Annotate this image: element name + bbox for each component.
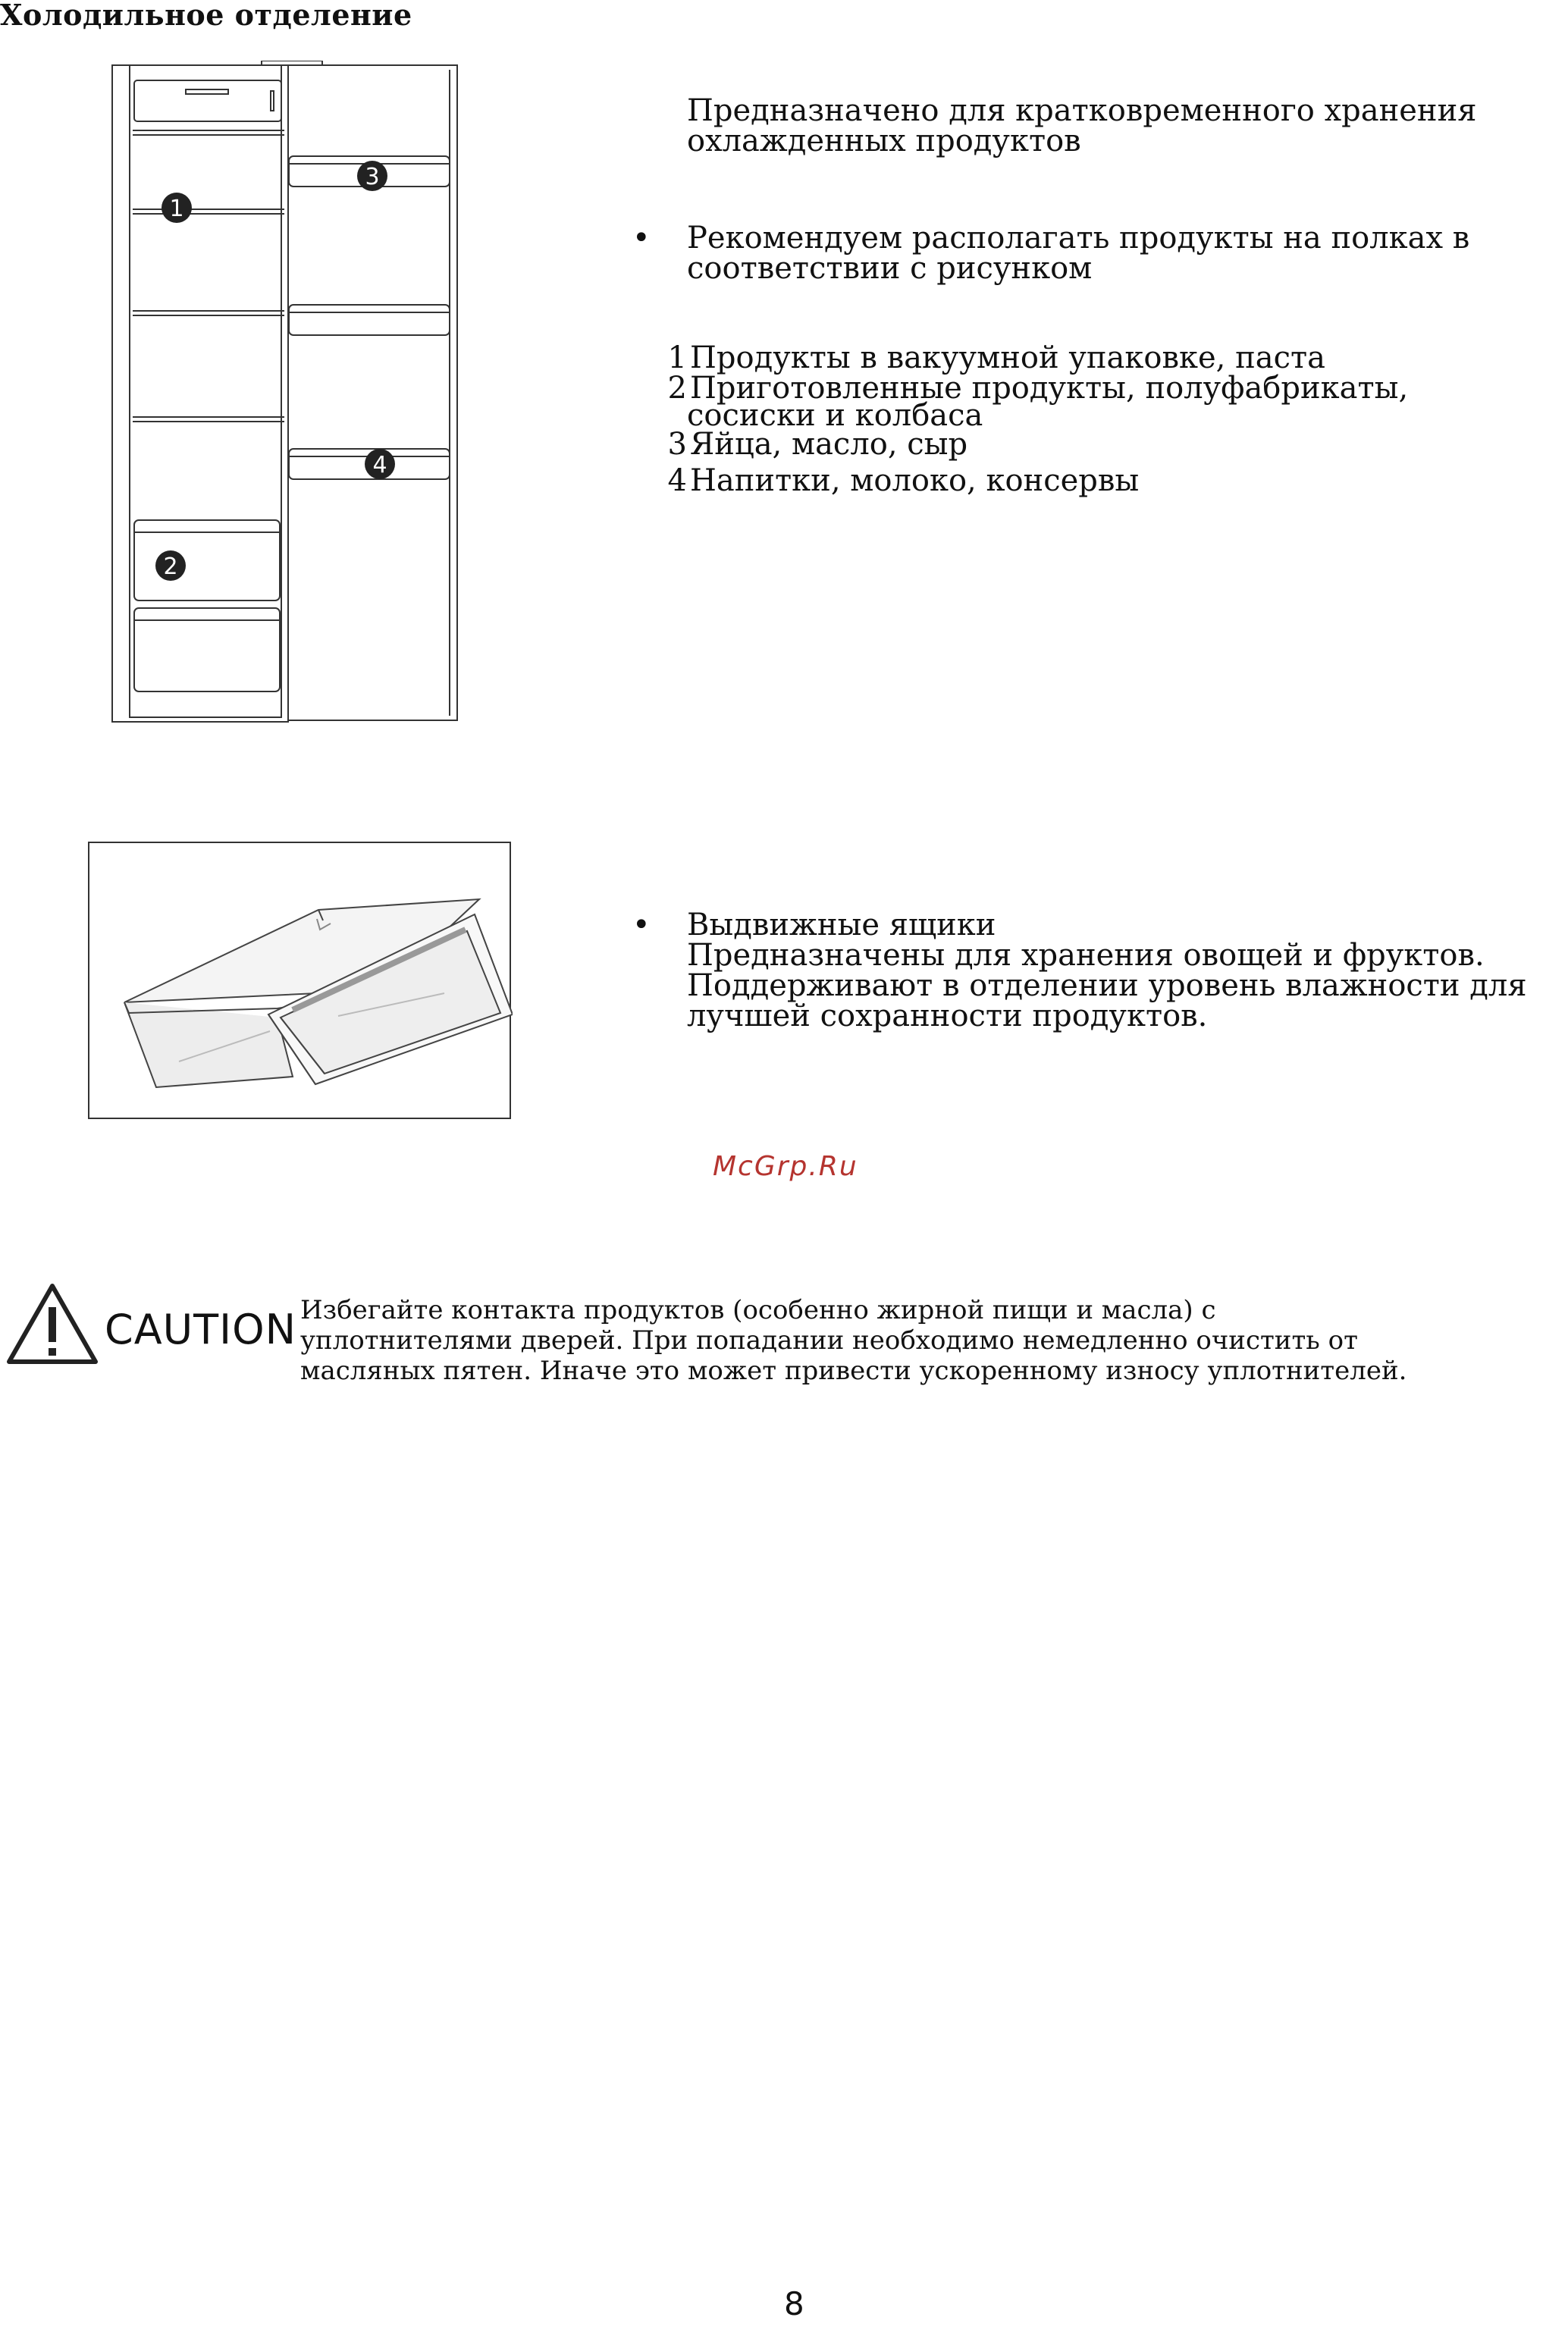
legend-item-1: 1 Продукты в вакуумной упаковке, паста <box>667 340 1325 375</box>
recommendation-text: Рекомендуем располагать продукты на полках в соответствии с рисунком <box>687 221 1470 286</box>
legend-item-3: 3 Яйца, масло, сыр <box>667 427 968 462</box>
drawers-bullet: • <box>632 908 651 942</box>
fridge-diagram <box>110 61 466 728</box>
marker-3-label: 3 <box>365 164 380 190</box>
warning-triangle-icon <box>5 1281 100 1366</box>
legend-list <box>658 340 1409 498</box>
page-number: 8 <box>784 2285 804 2322</box>
drawers-title: Выдвижные ящики <box>687 908 996 942</box>
caution-label: CAUTION <box>105 1306 296 1353</box>
marker-2-label: 2 <box>163 553 178 580</box>
control-panel <box>134 80 281 121</box>
page-title: Холодильное отделение <box>0 0 412 32</box>
watermark: McGrp.Ru <box>713 1151 858 1182</box>
intro-text: Предназначено для кратковременного хранения охлажденных продуктов <box>687 93 1477 158</box>
marker-4-label: 4 <box>372 452 387 478</box>
legend-item-2: 2 Приготовленные продукты, полуфабрикаты, <box>667 371 1409 406</box>
drawer-illustration <box>88 842 513 1119</box>
legend-item-4: 4 Напитки, молоко, консервы <box>667 463 1140 498</box>
marker-1-label: 1 <box>169 196 184 222</box>
legend-item-2-continued: сосиски и колбаса <box>687 398 983 433</box>
caution-text: Избегайте контакта продуктов (особенно жирной пищи и масла) с уплотнителями дверей. При попадании необходимо немедленно очистить от масляных пятен. Иначе это может привести ускоренному износу уплотнителей. <box>300 1295 1407 1386</box>
door-balcony <box>289 305 450 335</box>
drawers-text: Выдвижные ящики Предназначены для хранения овощей и фруктов. Поддерживают в отделении уровень влажности для лучшей сохранности продуктов. <box>687 908 1527 1033</box>
fridge-body <box>112 65 288 722</box>
recommendation-bullet: • <box>632 221 651 256</box>
